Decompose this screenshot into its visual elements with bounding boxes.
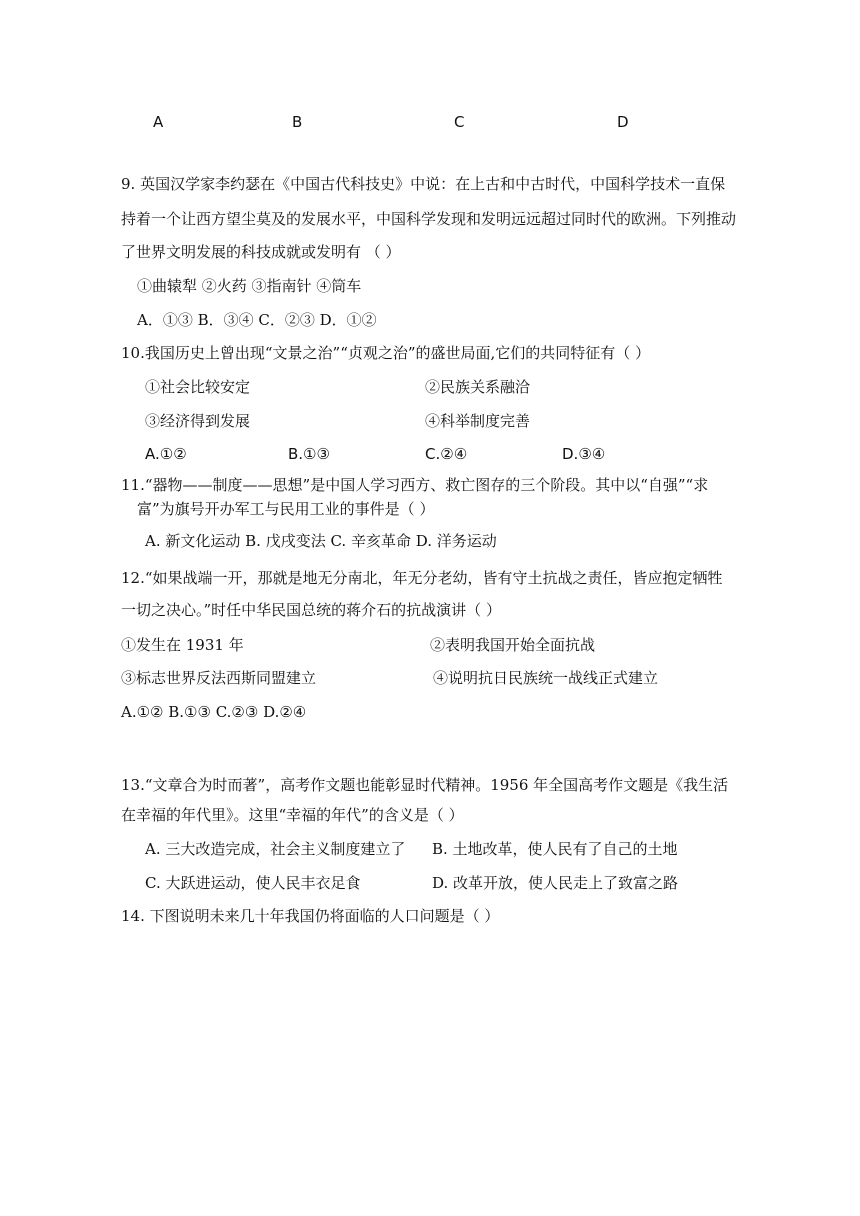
question-10-choice-a: A.①② (145, 445, 187, 463)
question-11-stem-line-2: 富”为旗号开办军工与民用工业的事件是（ ） (137, 500, 435, 518)
question-10-choice-b: B.①③ (288, 445, 330, 463)
question-11-choices: A. 新文化运动 B. 戊戌变法 C. 辛亥革命 D. 洋务运动 (145, 532, 497, 550)
question-13-stem-line-2: 在幸福的年代里》。这里“幸福的年代”的含义是（ ） (121, 806, 464, 824)
question-12-item-2: ②表明我国开始全面抗战 (430, 636, 596, 654)
option-label-b: B (292, 113, 303, 131)
option-label-a: A (153, 113, 164, 131)
question-9-stem-line-3: 了世界文明发展的科技成就或发明有 （ ） (121, 243, 401, 261)
question-12-stem-line-2: 一切之决心。”时任中华民国总统的蒋介石的抗战演讲（ ） (121, 601, 501, 619)
question-11-stem-line-1: 11.“器物——制度——思想”是中国人学习西方、救亡图存的三个阶段。其中以“自强”“求 (121, 476, 709, 494)
question-13-choice-c: C. 大跃进运动，使人民丰衣足食 (145, 874, 361, 892)
question-12-item-3: ③标志世界反法西斯同盟建立 (121, 669, 317, 687)
question-13-stem-line-1: 13.“文章合为时而著”，高考作文题也能彰显时代精神。1956 年全国高考作文题是《我生活 (121, 776, 729, 794)
question-9-items: ①曲辕犁 ②火药 ③指南针 ④筒车 (137, 277, 362, 295)
option-label-c: C (454, 113, 465, 131)
question-12-choices: A.①② B.①③ C.②③ D.②④ (121, 703, 307, 721)
question-13-choice-d: D. 改革开放，使人民走上了致富之路 (432, 874, 679, 892)
question-10-choice-d: D.③④ (562, 445, 606, 463)
question-12-item-4: ④说明抗日民族统一战线正式建立 (433, 669, 659, 687)
question-9-stem-line-2: 持着一个让西方望尘莫及的发展水平，中国科学发现和发明远远超过同时代的欧洲。下列推动 (121, 210, 737, 228)
question-10-stem: 10.我国历史上曾出现“文景之治”“贞观之治”的盛世局面,它们的共同特征有（ ） (121, 344, 651, 362)
question-10-item-2: ②民族关系融洽 (425, 378, 531, 396)
question-13-choice-a: A. 三大改造完成，社会主义制度建立了 (145, 840, 406, 858)
question-13-choice-b: B. 土地改革，使人民有了自己的土地 (432, 840, 678, 858)
question-12-stem-line-1: 12.“如果战端一开，那就是地无分南北，年无分老幼，皆有守土抗战之责任，皆应抱定牺牲 (121, 569, 723, 587)
question-10-item-4: ④科举制度完善 (425, 412, 531, 430)
question-9-stem-line-1: 9. 英国汉学家李约瑟在《中国古代科技史》中说：在上古和中古时代，中国科学技术一直保 (121, 175, 726, 193)
question-10-item-3: ③经济得到发展 (145, 412, 251, 430)
question-10-choice-c: C.②④ (425, 445, 468, 463)
question-14-stem: 14. 下图说明未来几十年我国仍将面临的人口问题是（ ） (121, 907, 500, 925)
question-9-choices: A．①③ B．③④ C．②③ D．①② (137, 311, 377, 329)
question-12-item-1: ①发生在 1931 年 (121, 636, 244, 654)
option-label-d: D (617, 113, 629, 131)
question-10-item-1: ①社会比较安定 (145, 378, 251, 396)
